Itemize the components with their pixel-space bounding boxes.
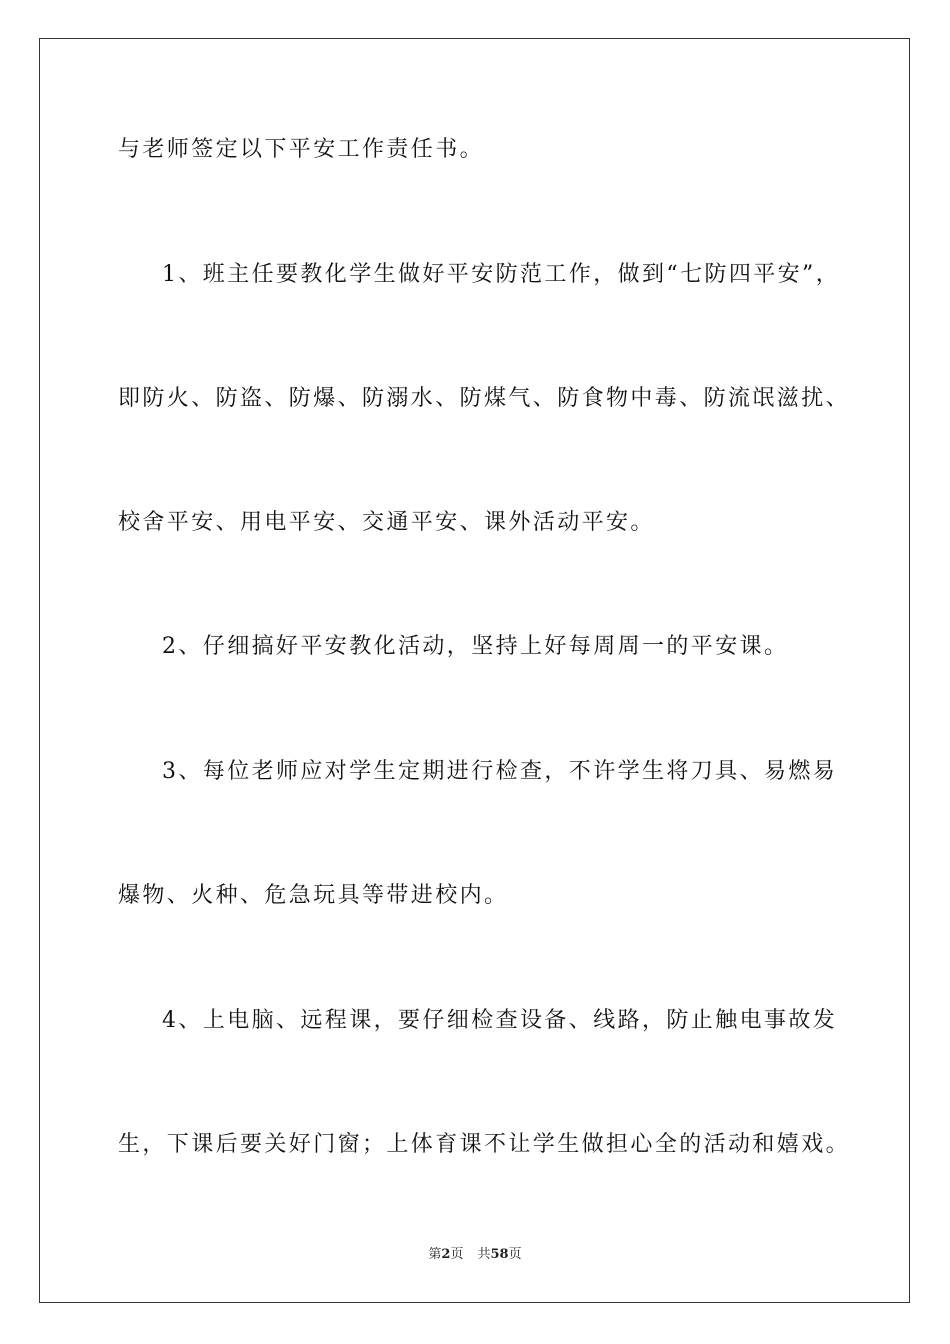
paragraph-line-5: 2、仔细搞好平安教化活动，坚持上好每周周一的平安课。 bbox=[162, 634, 789, 659]
paragraph-line-8: 4、上电脑、远程课，要仔细检查设备、线路，防止触电事故发 bbox=[162, 1008, 838, 1033]
page-number: 2 bbox=[441, 1247, 451, 1262]
paragraph-line-4: 校舍平安、用电平安、交通平安、课外活动平安。 bbox=[118, 510, 655, 535]
total-suffix: 页 bbox=[508, 1247, 522, 1262]
paragraph-line-6: 3、每位老师应对学生定期进行检查，不许学生将刀具、易燃易 bbox=[162, 759, 838, 784]
total-prefix: 共 bbox=[477, 1247, 491, 1262]
paragraph-line-7: 爆物、火种、危急玩具等带进校内。 bbox=[118, 883, 509, 908]
page-prefix: 第 bbox=[428, 1247, 442, 1262]
paragraph-line-9: 生，下课后要关好门窗；上体育课不让学生做担心全的活动和嬉戏。 bbox=[118, 1132, 851, 1157]
page-frame bbox=[39, 38, 910, 1303]
page-suffix: 页 bbox=[450, 1247, 464, 1262]
paragraph-line-3: 即防火、防盗、防爆、防溺水、防煤气、防食物中毒、防流氓滋扰、 bbox=[118, 386, 851, 411]
page-footer bbox=[0, 1246, 950, 1264]
total-pages: 58 bbox=[490, 1247, 509, 1262]
paragraph-line-1: 与老师签定以下平安工作责任书。 bbox=[118, 137, 485, 162]
paragraph-line-2: 1、班主任要教化学生做好平安防范工作，做到“七防四平安”， bbox=[162, 262, 841, 287]
